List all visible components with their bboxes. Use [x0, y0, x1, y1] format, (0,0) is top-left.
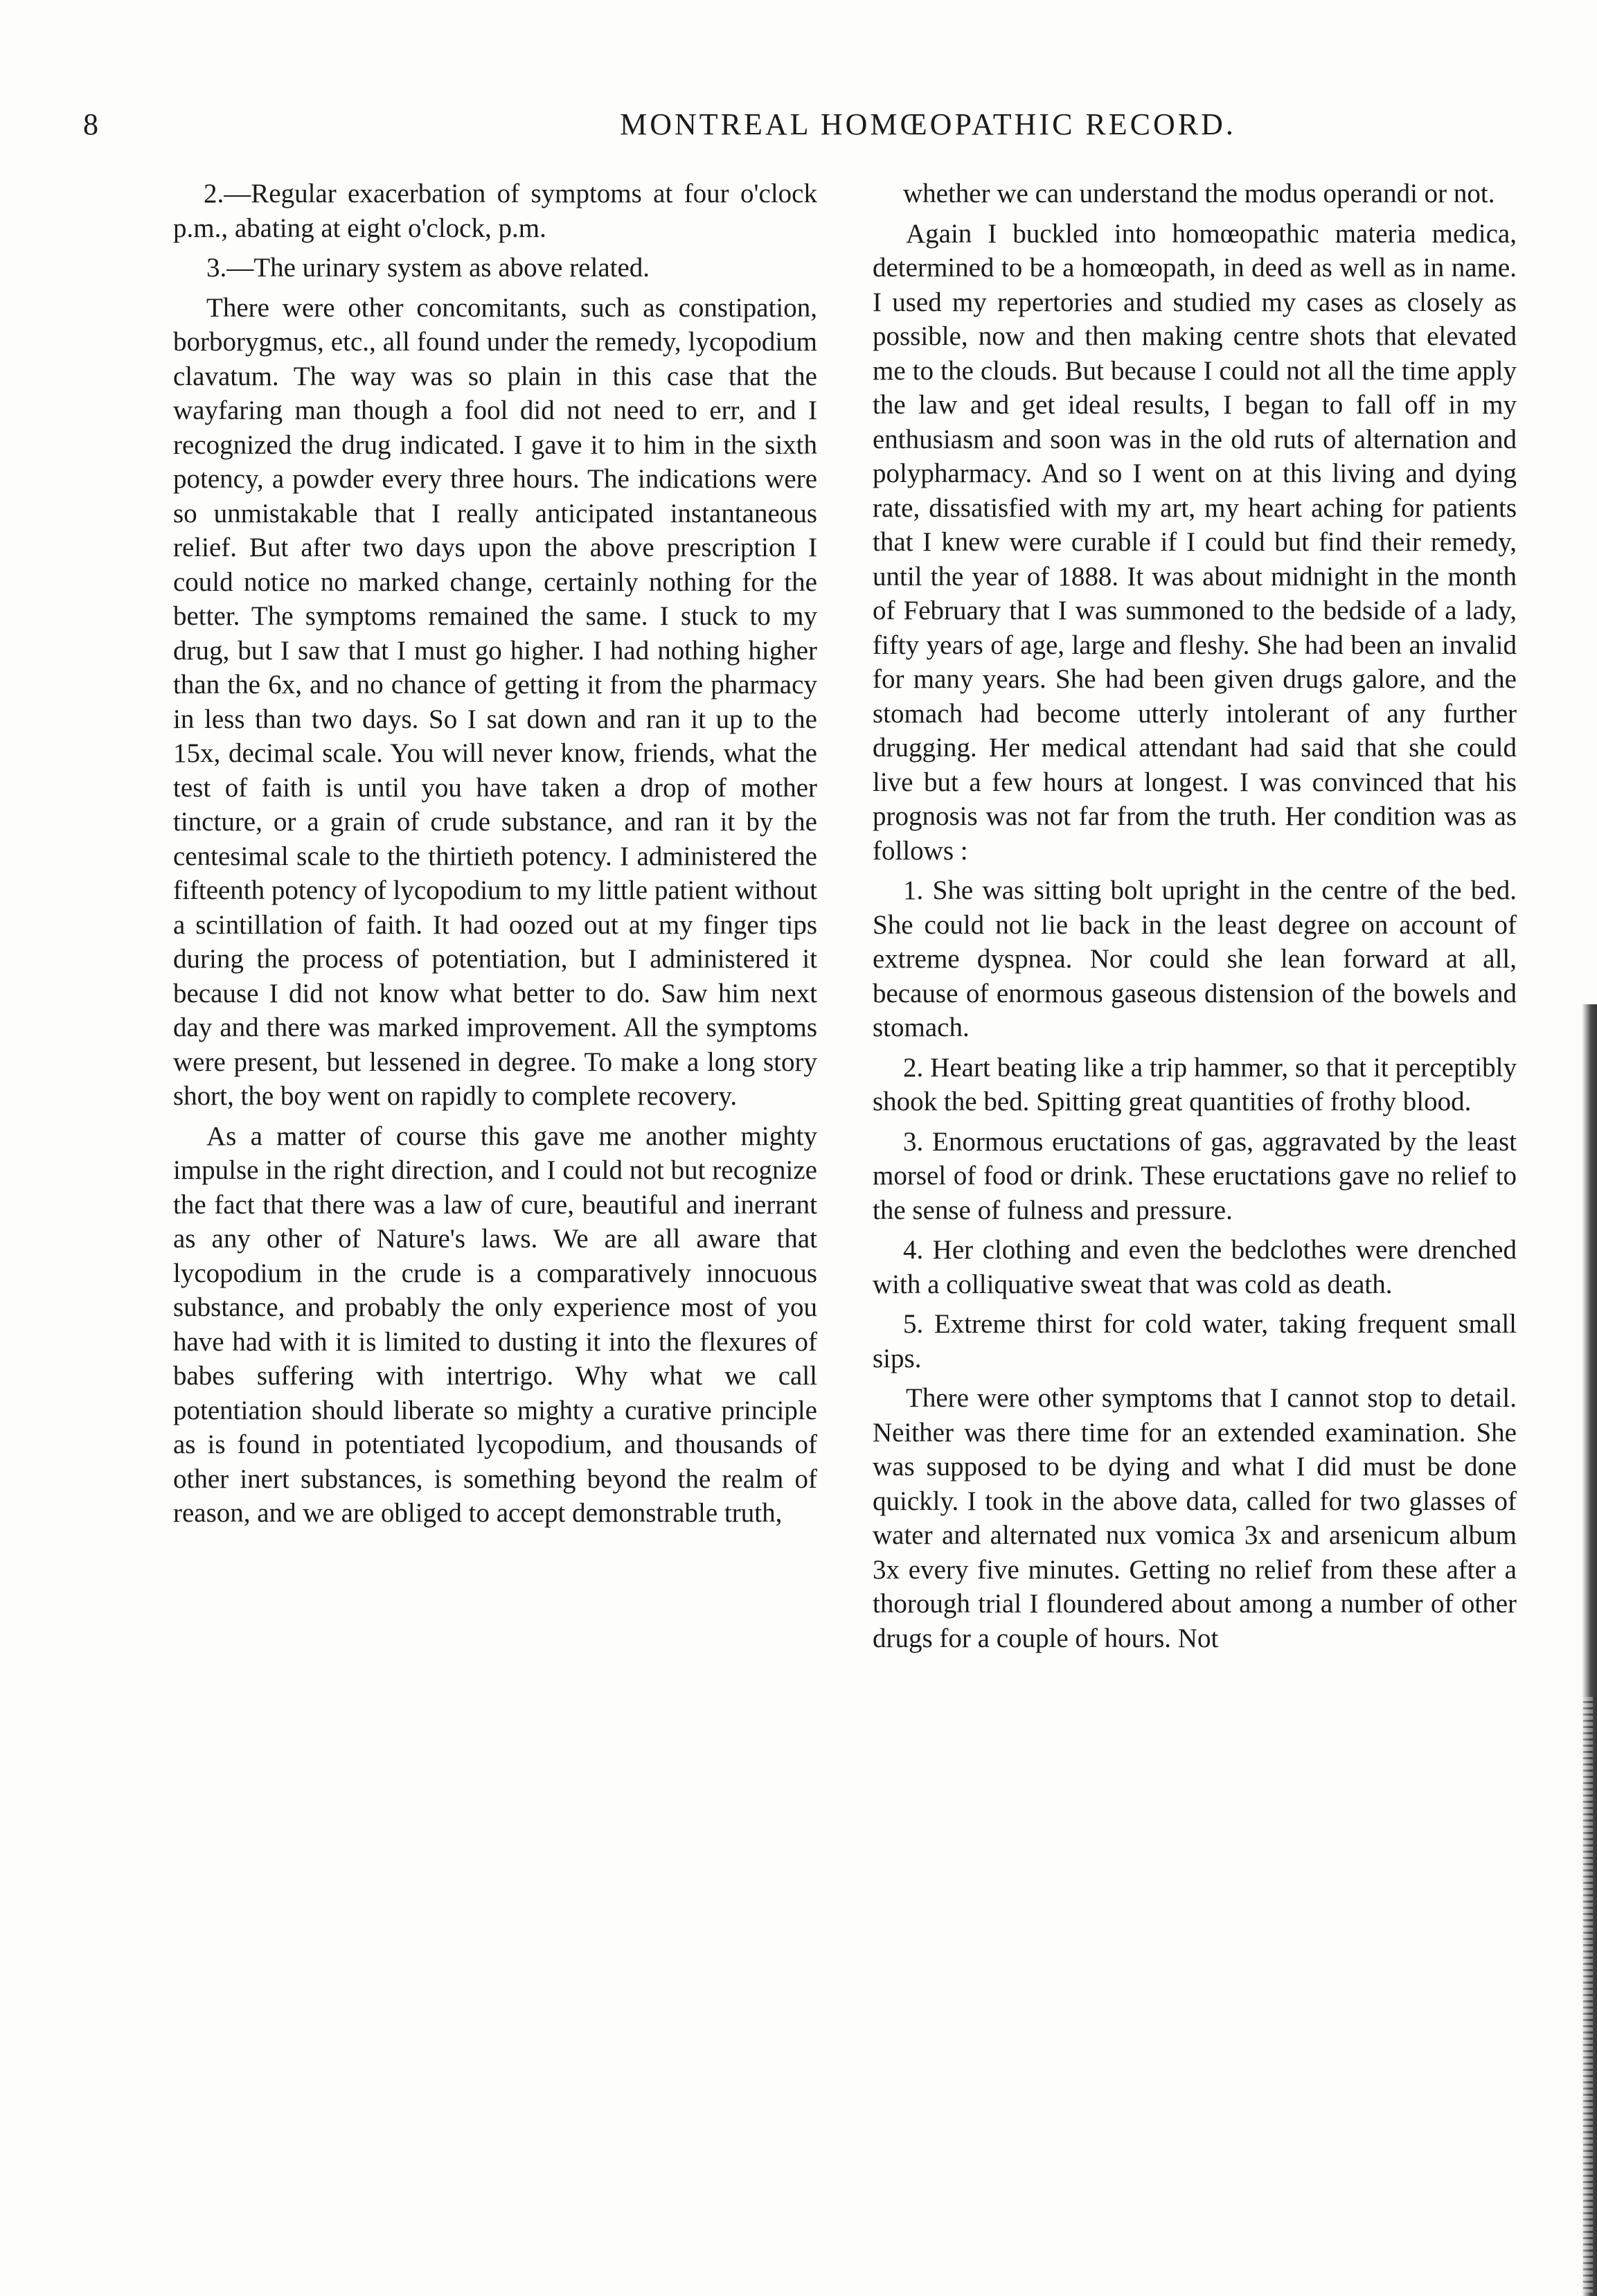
- paragraph-modus-operandi: whether we can understand the modus operandi or not.: [903, 179, 1495, 208]
- paragraph-homeopath-case: Again I buckled into homœopathic materia medica, determined to be a homœopath, in deed as well as in name. I used my repertories and studied my cases as closely as possible, now and then making centre shots that elevated me to the clouds. But because I could not all the time apply the law and get ideal results, I began to fall off in my enthusiasm and soon was in the old ruts of alternation and polypharmacy. And so I went on at this living and dying rate, dissatisfied with my art, my heart aching for patients that I knew were curable if I could but find their remedy, until the year of 1888. It was about midnight in the month of February that I was summoned to the bedside of a lady, fifty years of age, large and fleshy. She had been an invalid for many years. She had been given drugs galore, and the stomach had become utterly intolerant of any further drugging. Her medical attendant had said that she could live but a few hours at longest. I was convinced that his prognosis was not far from the truth. Her condition was as follows :: [873, 218, 1517, 866]
- running-head: MONTREAL HOMŒOPATHIC RECORD.: [620, 107, 1236, 141]
- paragraph-symptom-3: 3.—The urinary system as above related.: [206, 253, 650, 283]
- page-number: 8: [83, 107, 98, 141]
- right-column: [873, 177, 1517, 2248]
- list-item-condition-1: 1. She was sitting bolt upright in the centre of the bed. She could not lie back in the least degree on account of extreme dyspnea. Nor could she lean forward at all, because of enormous gaseous distension of the bowels and stomach.: [873, 875, 1517, 1042]
- list-item-condition-3: 3. Enormous eructations of gas, aggravated by the least morsel of food or drink. These eructations gave no relief to the sense of fulness and pressure.: [873, 1126, 1517, 1225]
- list-item-condition-2: 2. Heart beating like a trip hammer, so that it perceptibly shook the bed. Spitting great quantities of frothy blood.: [873, 1052, 1517, 1116]
- page-header: [166, 104, 1482, 152]
- paragraph-law-of-cure: As a matter of course this gave me another mighty impulse in the right direction, and I could not but recognize the fact that there was a law of cure, beautiful and inerrant as any other of Nature's laws. We are all aware that lycopodium in the crude is a comparatively innocuous substance, and probably the only experience most of you have had with it is limited to dusting it into the flexures of babes suffering with intertrigo. Why what we call potentiation should liberate so mighty a curative principle as is found in potentiated lycopodium, and thousands of other inert substances, is something beyond the realm of reason, and we are obliged to accept demonstrable truth,: [173, 1121, 817, 1528]
- paragraph-lycopodium-case: There were other concomitants, such as constipation, borborygmus, etc., all found under the remedy, lycopodium clavatum. The way was so plain in this case that the wayfaring man though a fool did not need to err, and I recognized the drug indicated. I gave it to him in the sixth potency, a powder every three hours. The indications were so unmistakable that I really anticipated instantaneous relief. But after two days upon the above prescription I could notice no marked change, certainly nothing for the better. The symptoms remained the same. I stuck to my drug, but I saw that I must go higher. I had nothing higher than the 6x, and no chance of getting it from the pharmacy in less than two days. So I sat down and ran it up to the 15x, decimal scale. You will never know, friends, what the test of faith is until you have taken a drop of mother tincture, or a grain of crude substance, and ran it by the centesimal scale to the thirtieth potency. I administered the fifteenth potency of lycopodium to my little patient without a scintillation of faith. It had oozed out at my finger tips during the process of potentiation, but I administered it because I did not know what better to do. Saw him next day and there was marked improvement. All the symptoms were present, but lessened in degree. To make a long story short, the boy went on rapidly to complete recovery.: [173, 292, 817, 1111]
- text-columns: [173, 177, 1517, 2248]
- page-edge-texture: [1583, 1697, 1593, 2293]
- left-column: [173, 177, 817, 2248]
- list-item-condition-5: 5. Extreme thirst for cold water, taking frequent small sips.: [873, 1309, 1517, 1373]
- paragraph-symptom-2: 2.—Regular exacerbation of symptoms at four o'clock p.m., abating at eight o'clock, p.m.: [173, 179, 817, 243]
- paragraph-other-symptoms: There were other symptoms that I cannot stop to detail. Neither was there time for an extended examination. She was supposed to be dying and what I did must be done quickly. I took in the above data, called for two glasses of water and alternated nux vomica 3x and arsenicum album 3x every five minutes. Getting no relief from these after a thorough trial I floundered about among a number of other drugs for a couple of hours. Not: [873, 1383, 1517, 1653]
- list-item-condition-4: 4. Her clothing and even the bedclothes were drenched with a colliquative sweat that was cold as death.: [873, 1235, 1517, 1299]
